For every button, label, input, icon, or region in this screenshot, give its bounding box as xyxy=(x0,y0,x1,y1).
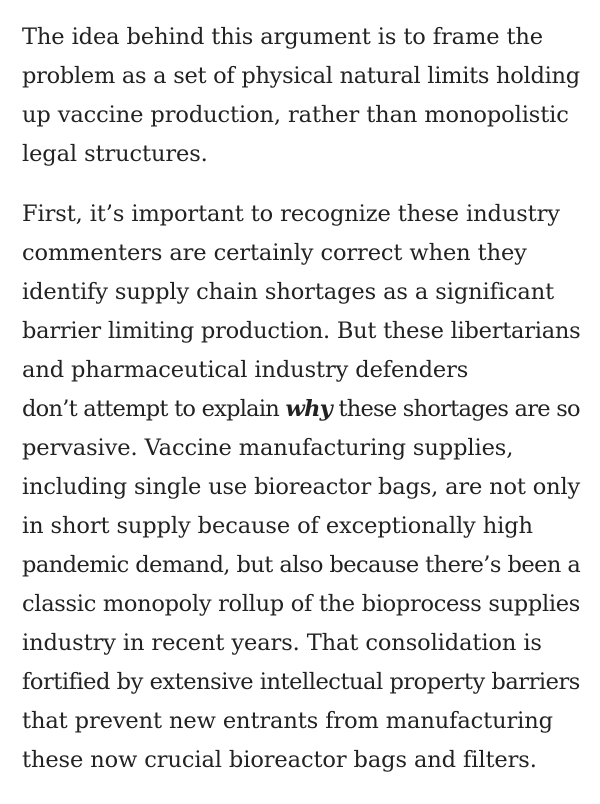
text-line: legal structures. xyxy=(22,141,208,167)
text-line: The idea behind this argument is to frame the xyxy=(22,24,544,50)
text-line: including single use bioreactor bags, are not only xyxy=(22,474,581,500)
text-segment: don’t attempt to explain xyxy=(22,396,286,422)
text-line-emphasis xyxy=(22,390,580,429)
text-line: up vaccine production, rather than monopolistic xyxy=(22,102,569,128)
text-line: commenters are certainly correct when they xyxy=(22,240,527,266)
text-line: pandemic demand, but also because there’s been a xyxy=(22,552,581,578)
text-line: identify supply chain shortages as a significant xyxy=(22,279,555,305)
text-line: classic monopoly rollup of the bioprocess supplies xyxy=(22,591,581,617)
text-line: these now crucial bioreactor bags and filters. xyxy=(22,747,537,773)
emphasized-word: why xyxy=(285,396,333,422)
text-line: pervasive. Vaccine manufacturing supplies, xyxy=(22,435,514,461)
text-line: and pharmaceutical industry defenders xyxy=(22,357,469,383)
text-line: industry in recent years. That consolidation is xyxy=(22,630,542,656)
text-line: in short supply because of exceptionally high xyxy=(22,513,533,539)
text-line: fortified by extensive intellectual property barriers xyxy=(22,669,580,695)
paragraph-framing xyxy=(22,18,580,174)
text-line: barrier limiting production. But these libertarians xyxy=(22,318,581,344)
paragraph-supply-chain xyxy=(22,195,580,780)
text-line: that prevent new entrants from manufacturing xyxy=(22,708,553,734)
text-line: First, it’s important to recognize these industry xyxy=(22,201,560,227)
text-segment: these shortages are so xyxy=(332,396,580,422)
text-line: problem as a set of physical natural limits holding xyxy=(22,63,580,89)
